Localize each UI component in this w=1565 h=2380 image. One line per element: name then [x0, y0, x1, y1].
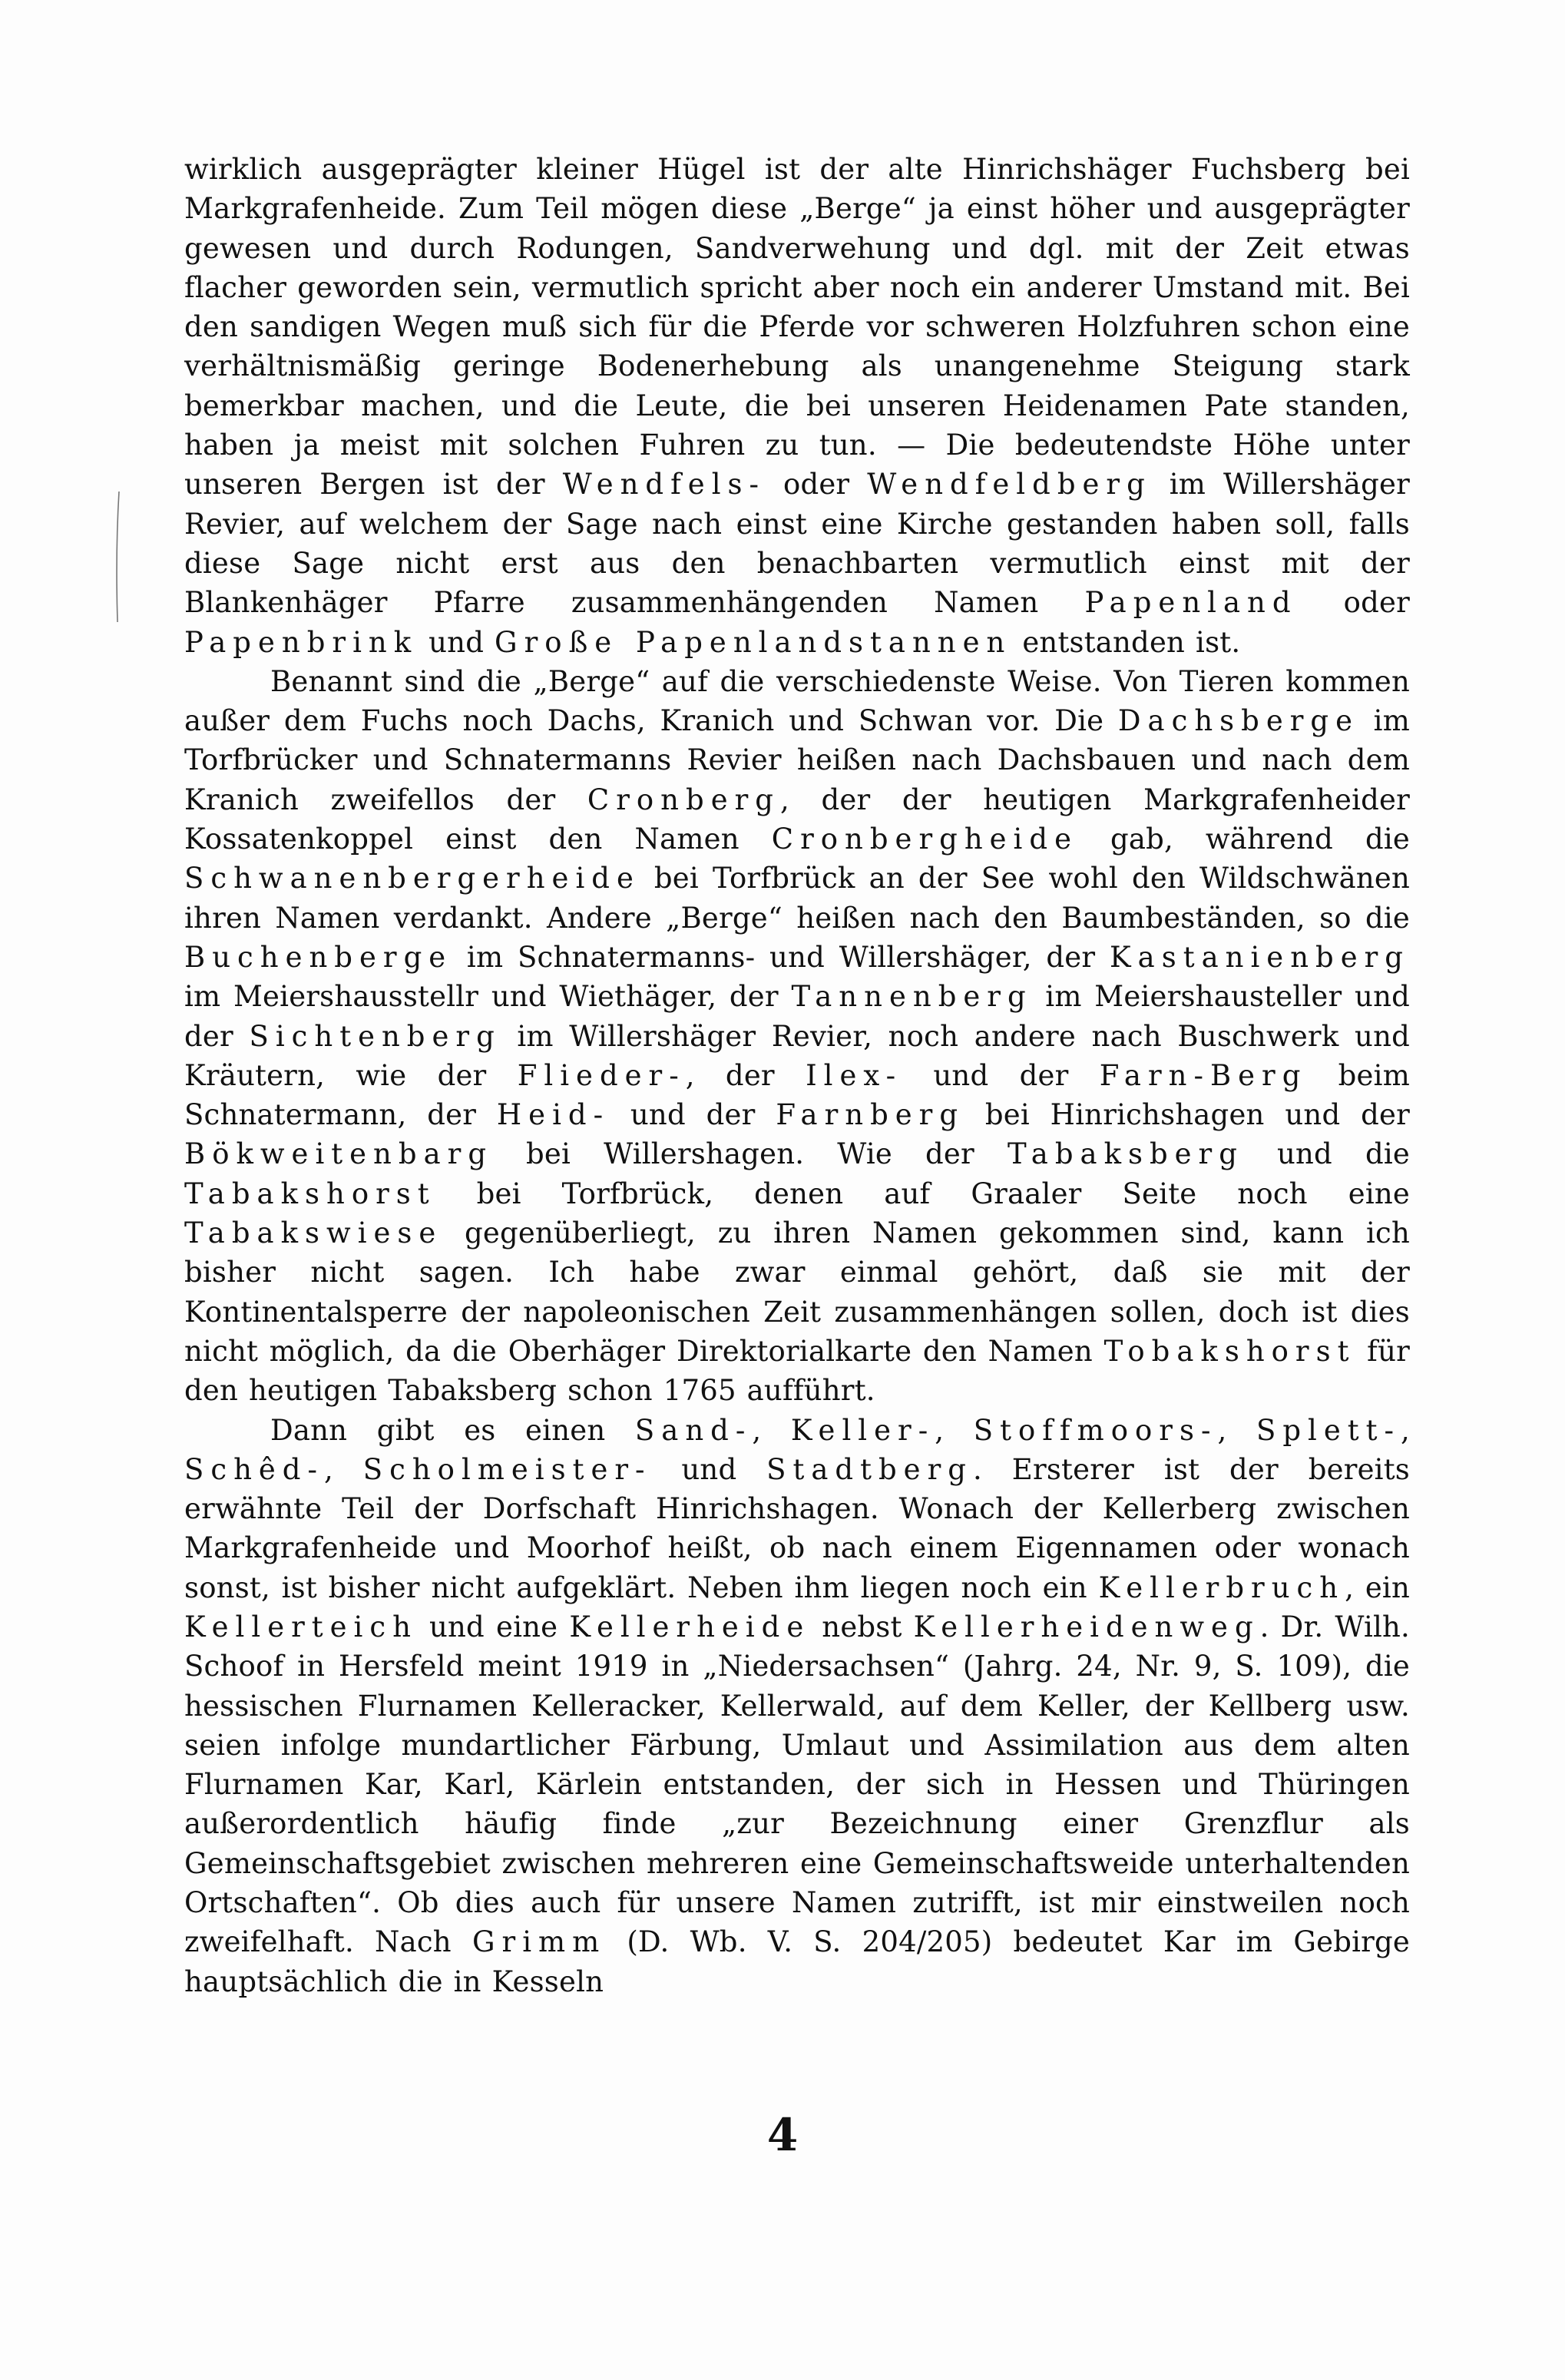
text-run: , ein — [1345, 1571, 1410, 1604]
emphasized-name: Scholmeister- — [362, 1452, 652, 1486]
text-run: und der — [610, 1098, 776, 1132]
margin-pencil-mark — [115, 492, 120, 622]
body-text — [184, 150, 1410, 2001]
text-run: bei Torfbrück, denen auf Graaler Seite noch eine — [435, 1177, 1410, 1210]
text-run: und eine — [417, 1610, 570, 1643]
text-run: , — [323, 1452, 363, 1486]
emphasized-name: Kellerheide — [569, 1610, 811, 1643]
paragraph-1 — [184, 150, 1410, 662]
emphasized-name: Ilex- — [806, 1058, 903, 1092]
text-run: , — [1401, 1413, 1410, 1447]
text-run: im Schnatermanns- und Willershäger, der — [452, 940, 1110, 974]
text-run: gegenüberliegt, zu ihren Namen gekommen sind, kann ich bisher nicht sagen. Ich habe zwar einmal gehört, daß sie mit der Kontinentalsperre der napoleonischen Zeit zusammenhängen sollen, doch ist dies nicht möglich, da die Oberhäger Direktorialkarte den Namen — [184, 1216, 1410, 1368]
emphasized-name: Papenbrink — [184, 625, 419, 659]
emphasized-name: Heid- — [496, 1098, 610, 1132]
text-run: , — [935, 1413, 974, 1447]
text-run: entstanden ist. — [1011, 625, 1241, 659]
text-run: Benannt sind die „Berge“ auf die verschiedenste Weise. Von Tieren kommen außer dem Fuchs noch Dachs, Kranich und Schwan vor. Die — [184, 664, 1410, 738]
emphasized-name: Tobakshorst — [1103, 1334, 1356, 1368]
emphasized-name: Stoffmoors- — [973, 1413, 1218, 1447]
text-run: im Meiershausstellr und Wiethäger, der — [184, 980, 792, 1014]
emphasized-name: Sichtenberg — [249, 1019, 501, 1053]
text-run: im Willershäger Revier, noch andere nach Buschwerk und Kräutern, wie der — [184, 1019, 1410, 1092]
emphasized-name: Farn-Berg — [1099, 1058, 1308, 1092]
text-run: nebst — [810, 1610, 914, 1643]
emphasized-name: Buchenberge — [184, 940, 453, 974]
text-run: und die — [1243, 1137, 1410, 1171]
text-run: oder — [1297, 586, 1410, 620]
emphasized-name: Kellerheidenweg — [913, 1610, 1260, 1643]
emphasized-name: Dachsberge — [1117, 704, 1359, 738]
text-run: im Torfbrücker und Schnatermanns Revier heißen nach Dachsbauen und nach dem Kranich zweifellos der — [184, 704, 1410, 816]
emphasized-name: Keller- — [790, 1413, 935, 1447]
emphasized-name: Tannenberg — [791, 980, 1033, 1014]
text-run: bei Hinrichshagen und der — [964, 1098, 1411, 1132]
emphasized-name: Farnberg — [776, 1098, 965, 1132]
emphasized-name: Schêd- — [184, 1452, 324, 1486]
text-run: bei Torfbrück an der See wohl den Wildschwänen ihren Namen verdankt. Andere „Berge“ heißen nach den Baumbeständen, so die — [184, 862, 1410, 935]
text-run: Dann gibt es einen — [270, 1413, 635, 1447]
emphasized-name: Flieder- — [517, 1058, 686, 1092]
emphasized-name: Stadtberg — [766, 1452, 973, 1486]
emphasized-name: Tabaksberg — [1007, 1137, 1244, 1171]
emphasized-name: Bökweitenbarg — [184, 1137, 493, 1171]
emphasized-name: Cronbergheide — [771, 823, 1078, 856]
text-run: (D. Wb. V. S. 204/205) bedeutet Kar im Gebirge hauptsächlich die in Kesseln — [184, 1925, 1410, 1998]
text-run: im Willershäger Revier, auf welchem der Sage nach einst eine Kirche gestanden haben soll, falls diese Sage nicht erst aus den benachbarten vermutlich einst mit der Blankenhäger Pfarre zusammenhängenden Namen — [184, 468, 1410, 620]
text-run: bei Willershagen. Wie der — [493, 1137, 1007, 1171]
emphasized-name: Große Papenlandstannen — [495, 625, 1012, 659]
emphasized-name: Kellerteich — [184, 1610, 418, 1643]
text-run: für den heutigen Tabaksberg schon 1765 aufführt. — [184, 1334, 1410, 1408]
text-run: wirklich ausgeprägter kleiner Hügel ist der alte Hinrichshäger Fuchsberg bei Markgrafenheide. Zum Teil mögen diese „Berge“ ja einst höher und ausgeprägter gewesen und durch Rodungen, Sandverwehung und dgl. mit der Zeit etwas flacher geworden sein, vermutlich spricht aber noch ein anderer Umstand mit. Bei den sandigen Wegen muß sich für die Pferde vor schweren Holzfuhren schon eine verhältnismäßig geringe Bodenerhebung als unangenehme Steigung stark bemerkbar machen, und die Leute, die bei unseren Heidenamen Pate standen, haben ja meist mit solchen Fuhren zu tun. — Die bedeutendste Höhe unter unseren Bergen ist der — [184, 153, 1410, 501]
text-run: , der — [685, 1058, 806, 1092]
emphasized-name: Wendfels- — [562, 468, 766, 501]
page-number: 4 — [766, 2109, 799, 2161]
text-run: im Meiershausteller und der — [184, 980, 1410, 1053]
emphasized-name: Grimm — [471, 1925, 607, 1959]
text-run: , der der heutigen Markgrafenheider Kossatenkoppel einst den Namen — [184, 783, 1411, 856]
emphasized-name: Kellerbruch — [1098, 1571, 1345, 1604]
text-run: , — [752, 1413, 791, 1447]
text-run: beim Schnatermann, der — [184, 1058, 1410, 1132]
emphasized-name: Splett- — [1256, 1413, 1401, 1447]
paragraph-2 — [184, 662, 1410, 1411]
text-run: oder — [766, 468, 868, 501]
emphasized-name: Kastanienberg — [1110, 940, 1410, 974]
text-run: . Dr. Wilh. Schoof in Hersfeld meint 1919 in „Niedersachsen“ (Jahrg. 24, Nr. 9, S. 109), die hessischen Flurnamen Kelleracker, Kellerwald, auf dem Keller, der Kellberg usw. seien infolge mundartlicher Färbung, Umlaut und Assimilation aus dem alten Flurnamen Kar, Karl, Kärlein entstanden, der sich in Hessen und Thüringen außerordentlich häufig finde „zur Bezeichnung einer Grenzflur als Gemeinschaftsgebiet zwischen mehreren eine Gemeinschaftsweide unterhaltenden Ortschaften“. Ob dies auch für unsere Namen zutrifft, ist mir einstweilen noch zweifelhaft. Nach — [184, 1610, 1410, 1959]
text-run: gab, während die — [1077, 823, 1410, 856]
text-run: , — [1217, 1413, 1256, 1447]
emphasized-name: Sand- — [634, 1413, 753, 1447]
emphasized-name: Cronberg — [587, 783, 780, 816]
emphasized-name: Papenland — [1084, 586, 1298, 620]
emphasized-name: Tabakswiese — [184, 1216, 443, 1250]
emphasized-name: Schwanenbergerheide — [184, 862, 640, 895]
text-run: und der — [902, 1058, 1100, 1092]
emphasized-name: Wendfeldberg — [867, 468, 1152, 501]
paragraph-3 — [184, 1411, 1410, 2001]
emphasized-name: Tabakshorst — [184, 1177, 436, 1210]
text-run: und — [418, 625, 495, 659]
text-run: und — [651, 1452, 767, 1486]
text-run: . Ersterer ist der bereits erwähnte Teil der Dorfschaft Hinrichshagen. Wonach der Kellerberg zwischen Markgrafenheide und Moorhof heißt, ob nach einem Eigennamen oder wonach sonst, ist bisher nicht aufgeklärt. Neben ihm liegen noch ein — [184, 1452, 1410, 1604]
